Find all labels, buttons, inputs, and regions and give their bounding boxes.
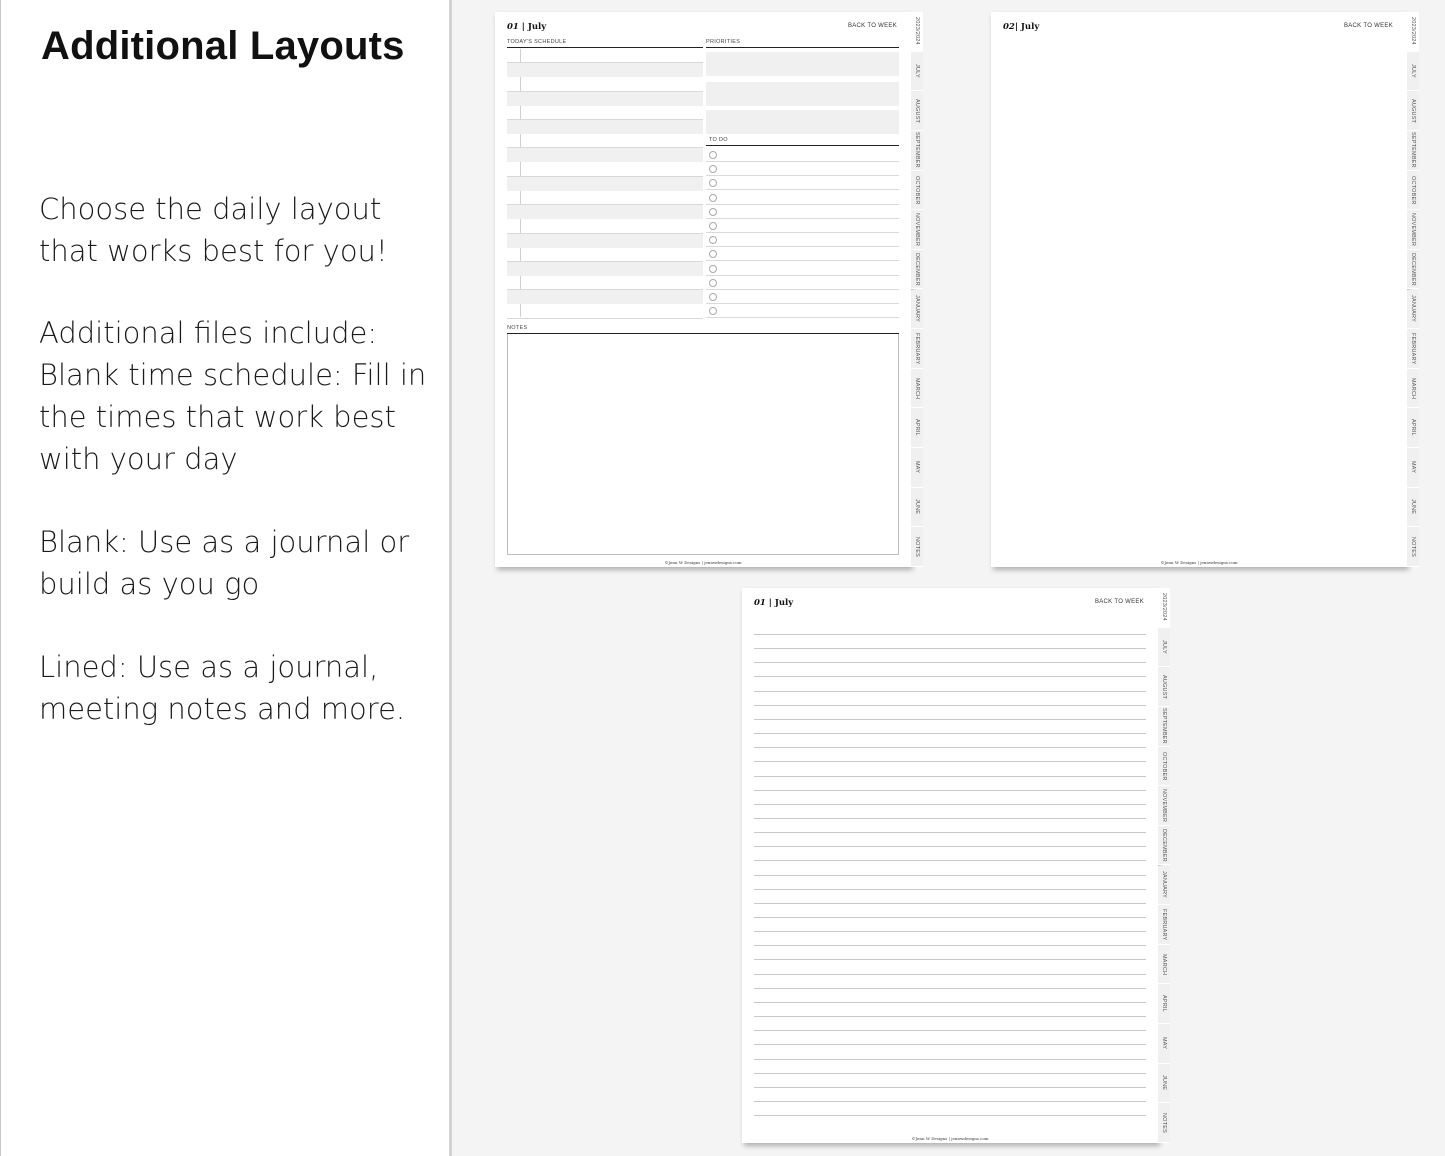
priority-box[interactable]: [706, 52, 899, 76]
tab-2023-2024[interactable]: [911, 12, 923, 52]
paragraph-choose-layout: [39, 188, 439, 272]
writing-line: [754, 662, 1146, 663]
schedule-slot[interactable]: [507, 205, 703, 219]
tab-september[interactable]: [911, 131, 923, 171]
writing-line: [754, 875, 1146, 876]
tab-label: MAY: [1410, 461, 1416, 474]
tab-february[interactable]: [911, 329, 923, 369]
tab-label: FEBRUARY: [1161, 908, 1167, 941]
tab-may[interactable]: [911, 448, 923, 488]
writing-line: [754, 634, 1146, 635]
writing-line: [754, 1030, 1146, 1031]
paragraph-lined: [39, 646, 439, 730]
todo-item[interactable]: [706, 191, 899, 205]
paragraph-line: with your day: [39, 442, 238, 476]
tab-label: APRIL: [1410, 419, 1416, 437]
month-tabs: [911, 12, 923, 567]
todo-item[interactable]: [706, 162, 899, 176]
schedule-slot[interactable]: [507, 262, 703, 276]
tab-february[interactable]: [1158, 905, 1170, 945]
tab-label: JUNE: [1410, 499, 1416, 515]
month-name: | July: [518, 22, 547, 32]
writing-line: [754, 988, 1146, 989]
todo-rule: [706, 145, 899, 146]
tab-december[interactable]: [911, 250, 923, 290]
paragraph-line: Blank time schedule: Fill in: [39, 358, 427, 392]
page-date-heading: [507, 22, 546, 32]
tab-june[interactable]: [911, 488, 923, 528]
tab-august[interactable]: [1158, 667, 1170, 707]
todo-item[interactable]: [706, 247, 899, 261]
paragraph-blank: [39, 521, 439, 605]
schedule-slot[interactable]: [507, 120, 703, 134]
tab-september[interactable]: [1407, 131, 1419, 171]
tab-label: AUGUST: [1410, 98, 1416, 123]
writing-line: [754, 959, 1146, 960]
month-name: | July: [1014, 22, 1040, 32]
tab-december[interactable]: [1158, 826, 1170, 866]
tab-label: NOTES: [1161, 1112, 1167, 1133]
tab-label: 2023/2024: [1410, 17, 1416, 46]
month-tabs: [1158, 588, 1170, 1143]
writing-line: [754, 1101, 1146, 1102]
page-date-heading: [754, 598, 793, 608]
tab-november[interactable]: [1407, 210, 1419, 250]
tab-june[interactable]: [1407, 488, 1419, 528]
tab-label: FEBRUARY: [914, 332, 920, 365]
writing-line: [754, 1073, 1146, 1074]
schedule-slot-line: [507, 318, 703, 319]
schedule-slot[interactable]: [507, 63, 703, 77]
paragraph-line: Blank: Use as a journal or: [39, 525, 410, 559]
checkbox-circle-icon[interactable]: [709, 179, 717, 187]
paragraph-line: meeting notes and more.: [39, 692, 406, 726]
writing-line: [754, 1059, 1146, 1060]
tab-label: JANUARY: [1410, 295, 1416, 323]
writing-line: [754, 974, 1146, 975]
page-footer: ©Jenn W Designs | jennwdesigns.com: [1160, 560, 1238, 565]
priorities-rule: [706, 47, 899, 48]
schedule-slot[interactable]: [507, 148, 703, 162]
tab-label: AUGUST: [1161, 674, 1167, 699]
tab-label: MARCH: [914, 377, 920, 399]
panel-title: Additional Layouts: [41, 24, 405, 68]
day-number: 01: [754, 598, 766, 608]
checkbox-circle-icon[interactable]: [709, 250, 717, 258]
todo-item[interactable]: [706, 276, 899, 290]
tab-april[interactable]: [1407, 408, 1419, 448]
tab-label: APRIL: [914, 419, 920, 437]
tab-label: SEPTEMBER: [1161, 708, 1167, 745]
tab-label: 2023/2024: [914, 17, 920, 46]
checkbox-circle-icon[interactable]: [709, 265, 717, 273]
tab-label: 2023/2024: [1161, 593, 1167, 622]
tab-january[interactable]: [911, 290, 923, 330]
tab-july[interactable]: [911, 52, 923, 92]
todo-item[interactable]: [706, 219, 899, 233]
tab-label: JULY: [914, 64, 920, 78]
writing-line: [754, 1016, 1146, 1017]
tab-label: DECEMBER: [1410, 252, 1416, 286]
tab-september[interactable]: [1158, 707, 1170, 747]
schedule-slot[interactable]: [507, 92, 703, 106]
tab-march[interactable]: [1407, 369, 1419, 409]
notes-area[interactable]: [507, 334, 899, 555]
tab-notes[interactable]: [1407, 527, 1419, 567]
day-number: 02: [1003, 22, 1015, 32]
todo-label: TO DO: [709, 137, 728, 143]
tab-label: NOVEMBER: [1410, 212, 1416, 247]
tab-label: JULY: [1410, 64, 1416, 78]
writing-line: [754, 846, 1146, 847]
writing-line: [754, 648, 1146, 649]
checkbox-circle-icon[interactable]: [709, 151, 717, 159]
checkbox-circle-icon[interactable]: [709, 208, 717, 216]
schedule-page-preview: [495, 12, 911, 567]
paragraph-line: that works best for you!: [39, 234, 388, 268]
tab-january[interactable]: [1158, 866, 1170, 906]
tab-label: MAY: [1161, 1037, 1167, 1050]
writing-line: [754, 691, 1146, 692]
checkbox-circle-icon[interactable]: [709, 279, 717, 287]
todo-item[interactable]: [706, 205, 899, 219]
back-to-week-link[interactable]: BACK TO WEEK: [847, 23, 897, 29]
tab-march[interactable]: [911, 369, 923, 409]
schedule-rule: [507, 47, 703, 48]
todo-item[interactable]: [706, 176, 899, 190]
tab-march[interactable]: [1158, 945, 1170, 985]
paragraph-line: build as you go: [39, 567, 260, 601]
blank-page-preview: [991, 12, 1407, 567]
writing-line: [754, 790, 1146, 791]
paragraph-additional-files: [39, 312, 439, 480]
priority-box[interactable]: [706, 110, 899, 134]
tab-label: JANUARY: [914, 295, 920, 323]
tab-2023-2024[interactable]: [1158, 588, 1170, 628]
tab-label: MARCH: [1161, 953, 1167, 975]
writing-line: [754, 945, 1146, 946]
writing-line: [754, 761, 1146, 762]
paragraph-line: Additional files include:: [39, 316, 378, 350]
todo-item[interactable]: [706, 290, 899, 304]
tab-label: SEPTEMBER: [1410, 132, 1416, 169]
tab-label: FEBRUARY: [1410, 332, 1416, 365]
tab-label: OCTOBER: [1410, 175, 1416, 205]
paragraph-line: Lined: Use as a journal,: [39, 650, 379, 684]
writing-line: [754, 705, 1146, 706]
writing-line: [754, 733, 1146, 734]
page-date-heading: [1003, 22, 1039, 32]
tab-label: AUGUST: [914, 98, 920, 123]
paragraph-line: the times that work best: [39, 400, 396, 434]
writing-line: [754, 747, 1146, 748]
tab-july[interactable]: [1407, 52, 1419, 92]
notes-label: NOTES: [507, 325, 528, 331]
tab-november[interactable]: [911, 210, 923, 250]
writing-line: [754, 903, 1146, 904]
tab-august[interactable]: [1407, 91, 1419, 131]
tab-label: JULY: [1161, 640, 1167, 654]
paragraph-line: Choose the daily layout: [39, 192, 382, 226]
tab-label: NOTES: [914, 536, 920, 557]
writing-line: [754, 917, 1146, 918]
checkbox-circle-icon[interactable]: [709, 222, 717, 230]
checkbox-circle-icon[interactable]: [709, 307, 717, 315]
tab-december[interactable]: [1407, 250, 1419, 290]
priority-box[interactable]: [706, 82, 899, 106]
tab-label: APRIL: [1161, 995, 1167, 1013]
tab-label: OCTOBER: [1161, 751, 1167, 781]
tab-label: JANUARY: [1161, 871, 1167, 899]
writing-line: [754, 832, 1146, 833]
tab-label: DECEMBER: [1161, 828, 1167, 862]
description-panel: [0, 0, 450, 1156]
tab-july[interactable]: [1158, 628, 1170, 668]
month-tabs: [1407, 12, 1419, 567]
todo-item[interactable]: [706, 262, 899, 276]
page-footer: ©Jenn W Designs | jennwdesigns.com: [911, 1136, 989, 1141]
checkbox-circle-icon[interactable]: [709, 165, 717, 173]
priorities-label: PRIORITIES: [706, 39, 741, 45]
tab-april[interactable]: [911, 408, 923, 448]
tab-april[interactable]: [1158, 984, 1170, 1024]
writing-line: [754, 931, 1146, 932]
schedule-slot[interactable]: [507, 177, 703, 191]
tab-october[interactable]: [1158, 747, 1170, 787]
writing-line: [754, 1115, 1146, 1116]
day-number: 01: [507, 22, 519, 32]
writing-line: [754, 719, 1146, 720]
tab-october[interactable]: [911, 171, 923, 211]
tab-2023-2024[interactable]: [1407, 12, 1419, 52]
todo-item[interactable]: [706, 233, 899, 247]
todo-item[interactable]: [706, 304, 899, 318]
tab-august[interactable]: [911, 91, 923, 131]
tab-june[interactable]: [1158, 1064, 1170, 1104]
tab-label: MAY: [914, 461, 920, 474]
month-name: | July: [765, 598, 794, 608]
writing-line: [754, 1044, 1146, 1045]
back-to-week-link[interactable]: BACK TO WEEK: [1094, 599, 1144, 605]
writing-line: [754, 889, 1146, 890]
tab-label: SEPTEMBER: [914, 132, 920, 169]
writing-line: [754, 1087, 1146, 1088]
lined-page-preview: [742, 588, 1158, 1143]
tab-may[interactable]: [1158, 1024, 1170, 1064]
checkbox-circle-icon[interactable]: [709, 236, 717, 244]
schedule-slot[interactable]: [507, 234, 703, 248]
page-footer: ©Jenn W Designs | jennwdesigns.com: [664, 560, 742, 565]
writing-line: [754, 1002, 1146, 1003]
back-to-week-link[interactable]: BACK TO WEEK: [1343, 23, 1393, 29]
tab-label: JUNE: [914, 499, 920, 515]
tab-may[interactable]: [1407, 448, 1419, 488]
tab-january[interactable]: [1407, 290, 1419, 330]
writing-line: [754, 818, 1146, 819]
tab-label: NOTES: [1410, 536, 1416, 557]
checkbox-circle-icon[interactable]: [709, 194, 717, 202]
todo-item[interactable]: [706, 148, 899, 162]
tab-label: NOVEMBER: [1161, 788, 1167, 823]
schedule-slot[interactable]: [507, 290, 703, 304]
tab-label: MARCH: [1410, 377, 1416, 399]
tab-notes[interactable]: [1158, 1103, 1170, 1143]
tab-label: DECEMBER: [914, 252, 920, 286]
writing-line: [754, 676, 1146, 677]
tab-february[interactable]: [1407, 329, 1419, 369]
schedule-label: TODAY'S SCHEDULE: [507, 39, 567, 45]
tab-label: NOVEMBER: [914, 212, 920, 247]
writing-line: [754, 776, 1146, 777]
tab-november[interactable]: [1158, 786, 1170, 826]
tab-october[interactable]: [1407, 171, 1419, 211]
tab-label: JUNE: [1161, 1075, 1167, 1091]
tab-notes[interactable]: [911, 527, 923, 567]
checkbox-circle-icon[interactable]: [709, 293, 717, 301]
tab-label: OCTOBER: [914, 175, 920, 205]
writing-line: [754, 804, 1146, 805]
writing-line: [754, 860, 1146, 861]
